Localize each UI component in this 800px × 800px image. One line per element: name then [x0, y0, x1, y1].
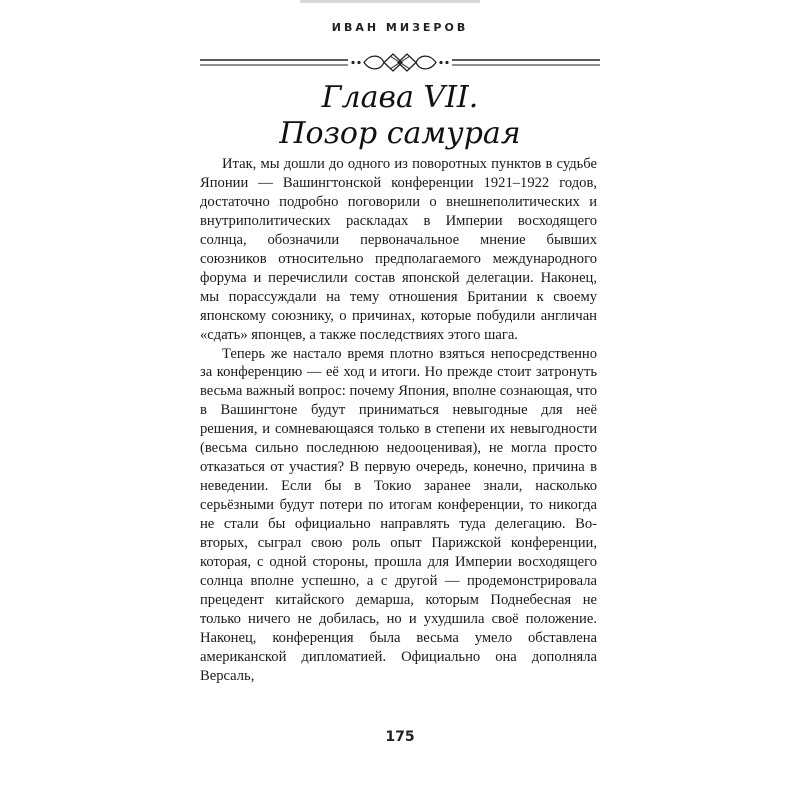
page-number: 175 — [385, 729, 415, 745]
body-text — [200, 155, 597, 686]
paragraph-1: Итак, мы дошли до одного из поворотных пунктов в судьбе Японии — Вашингтонской конференции 1921–1922 годов, достаточно подробно поговорили о внешнеполитических и внутриполитических раскладах в Империи восходящего солнца, обозначили первоначальное мнение бывших союзников относительно предполагаемого международного форума и перечислили состав японской делегации. Наконец, мы порассуждали на тему отношения Британии к своему японскому союзнику, о причинах, которые побудили англичан «сдать» японцев, а также последствиях этого шага. — [200, 156, 597, 343]
chapter-title-line1: Глава VII. — [321, 80, 479, 115]
decorative-rule-ornament-icon — [200, 52, 600, 74]
top-edge-shadow — [300, 0, 480, 3]
paragraph-2: Теперь же настало время плотно взяться непосредственно за конференцию — её ход и итоги. Но прежде стоит затронуть весьма важный вопрос: почему Япония, вполне сознающая, что в Вашингтоне будут приниматься невыгодные для неё решения, и сомневающаяся только в степени их невыгодности (весьма сильно последнюю недооценивая), не могла просто отказаться от участия? В первую очередь, конечно, причина в неведении. Если бы в Токио заранее знали, насколько серьёзными будут потери по итогам конференции, то никогда не стали бы официально направлять туда делегацию. Во-вторых, сыграл свою роль опыт Парижской конференции, которая, с одной стороны, прошла для Империи восходящего солнца вполне успешно, а с другой — продемонстрировала прецедент китайского демарша, которым Поднебесная не только ничего не добилась, но и ухудшила своё положение. Наконец, конференция была весьма умело обставлена американской дипломатией. Официально она дополняла Версаль, — [200, 345, 597, 684]
running-head: ИВАН МИЗЕРОВ — [331, 21, 469, 34]
chapter-title — [200, 80, 600, 152]
chapter-title-line2: Позор самурая — [279, 116, 521, 151]
